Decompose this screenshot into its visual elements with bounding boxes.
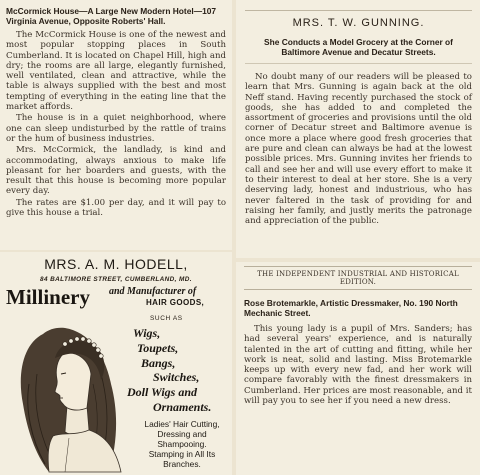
brotemarkle-headline: Rose Brotemarkle, Artistic Dressmaker, No. 190 North Mechanic Street.: [244, 298, 458, 318]
ad-proprietor-name: MRS. A. M. HODELL,: [44, 256, 188, 272]
ad-such-as: SUCH AS: [150, 315, 183, 322]
ad-product-item: Toupets,: [137, 340, 179, 355]
ad-product-item: Switches,: [153, 370, 200, 385]
mccormick-house-article: [0, 0, 232, 250]
gunning-article: [236, 0, 480, 258]
ad-hair-goods: HAIR GOODS,: [146, 298, 205, 307]
gunning-title: MRS. T. W. GUNNING.: [292, 17, 425, 29]
top-rule: [245, 10, 472, 11]
ad-product-item: Doll Wigs and: [127, 385, 198, 400]
ad-services: Ladies' Hair Cutting, Dressing and Shampooing.: [144, 419, 220, 449]
ad-address: 84 BALTIMORE STREET, CUMBERLAND, MD.: [40, 276, 192, 283]
woman-portrait-illustration: [5, 314, 125, 474]
hodell-advertisement: [0, 252, 232, 475]
ad-stamping: Stamping in All Its Branches.: [148, 449, 216, 469]
gunning-paragraph: No doubt many of our readers will be pleased to learn that Mrs. Gunning is again back at the old Neff stand. Having recently purchased the stock of goods, she has added to and completed the assortment of groceries and provisions until the old corner of Decatur street and Baltimore avenue is once more a place where good fresh groceries that are pure and clean can always be had at the lowest possible prices. Mrs. Gunning invites her friends to call and see her and will use every effort to make it to their interest to deal at her store. She is a very deserving lady, honest and industrious, who has never faltered in the task of providing for and raising her family, and justly merits the patronage and appreciation of the public.: [245, 72, 472, 227]
title-rule: [245, 63, 472, 64]
brotemarkle-paragraph: This young lady is a pupil of Mrs. Sanders; has had several years' experience, and is naturally talented in the art of cutting and fitting, while her work is neat, solid and lasting. Miss Brotemarkle keeps up with every new fad, and her work will compare favorably with the finest dressmakers in Cumberland. Her prices are most reasonable, and it will pay you to see her if you need a new dress.: [244, 324, 472, 407]
mccormick-paragraph-1: The McCormick House is one of the newest and most popular stopping places in South Cumberland. It is located on Chapel Hill, high and dry; the rooms are all large, elegantly furnished, well ventilated, clean and attractive, while the table is always supplied with the best and most tempting of everything in the eating line that the market affords.: [6, 30, 226, 113]
ad-product-item: Ornaments.: [153, 399, 212, 414]
edition-banner: THE INDEPENDENT INDUSTRIAL AND HISTORICAL EDITION.: [244, 266, 472, 290]
ad-product-item: Bangs,: [141, 355, 176, 370]
mccormick-paragraph-3: Mrs. McCormick, the landlady, is kind and accommodating, always anxious to make life pleasant for her boarders and guests, with the result that this house is becoming more popular every day.: [6, 145, 226, 197]
ad-product-list: [127, 326, 211, 415]
gunning-subtitle: She Conducts a Model Grocery at the Corner of Baltimore Avenue and Decatur Streets.: [264, 37, 453, 57]
ad-millinery-heading: Millinery: [6, 285, 90, 309]
ad-product-item: Wigs,: [133, 326, 161, 340]
ad-manufacturer-line: and Manufacturer of: [109, 286, 197, 297]
mccormick-headline: McCormick House—A Large New Modern Hotel—107 Virginia Avenue, Opposite Roberts' Hall.: [6, 6, 217, 26]
mccormick-paragraph-4: The rates are $1.00 per day, and it will pay to give this house a trial.: [6, 197, 226, 219]
brotemarkle-article: [236, 262, 480, 475]
mccormick-paragraph-2: The house is in a quiet neighborhood, where one can sleep undisturbed by the rattle of trains or the hum of business industries.: [6, 113, 226, 144]
